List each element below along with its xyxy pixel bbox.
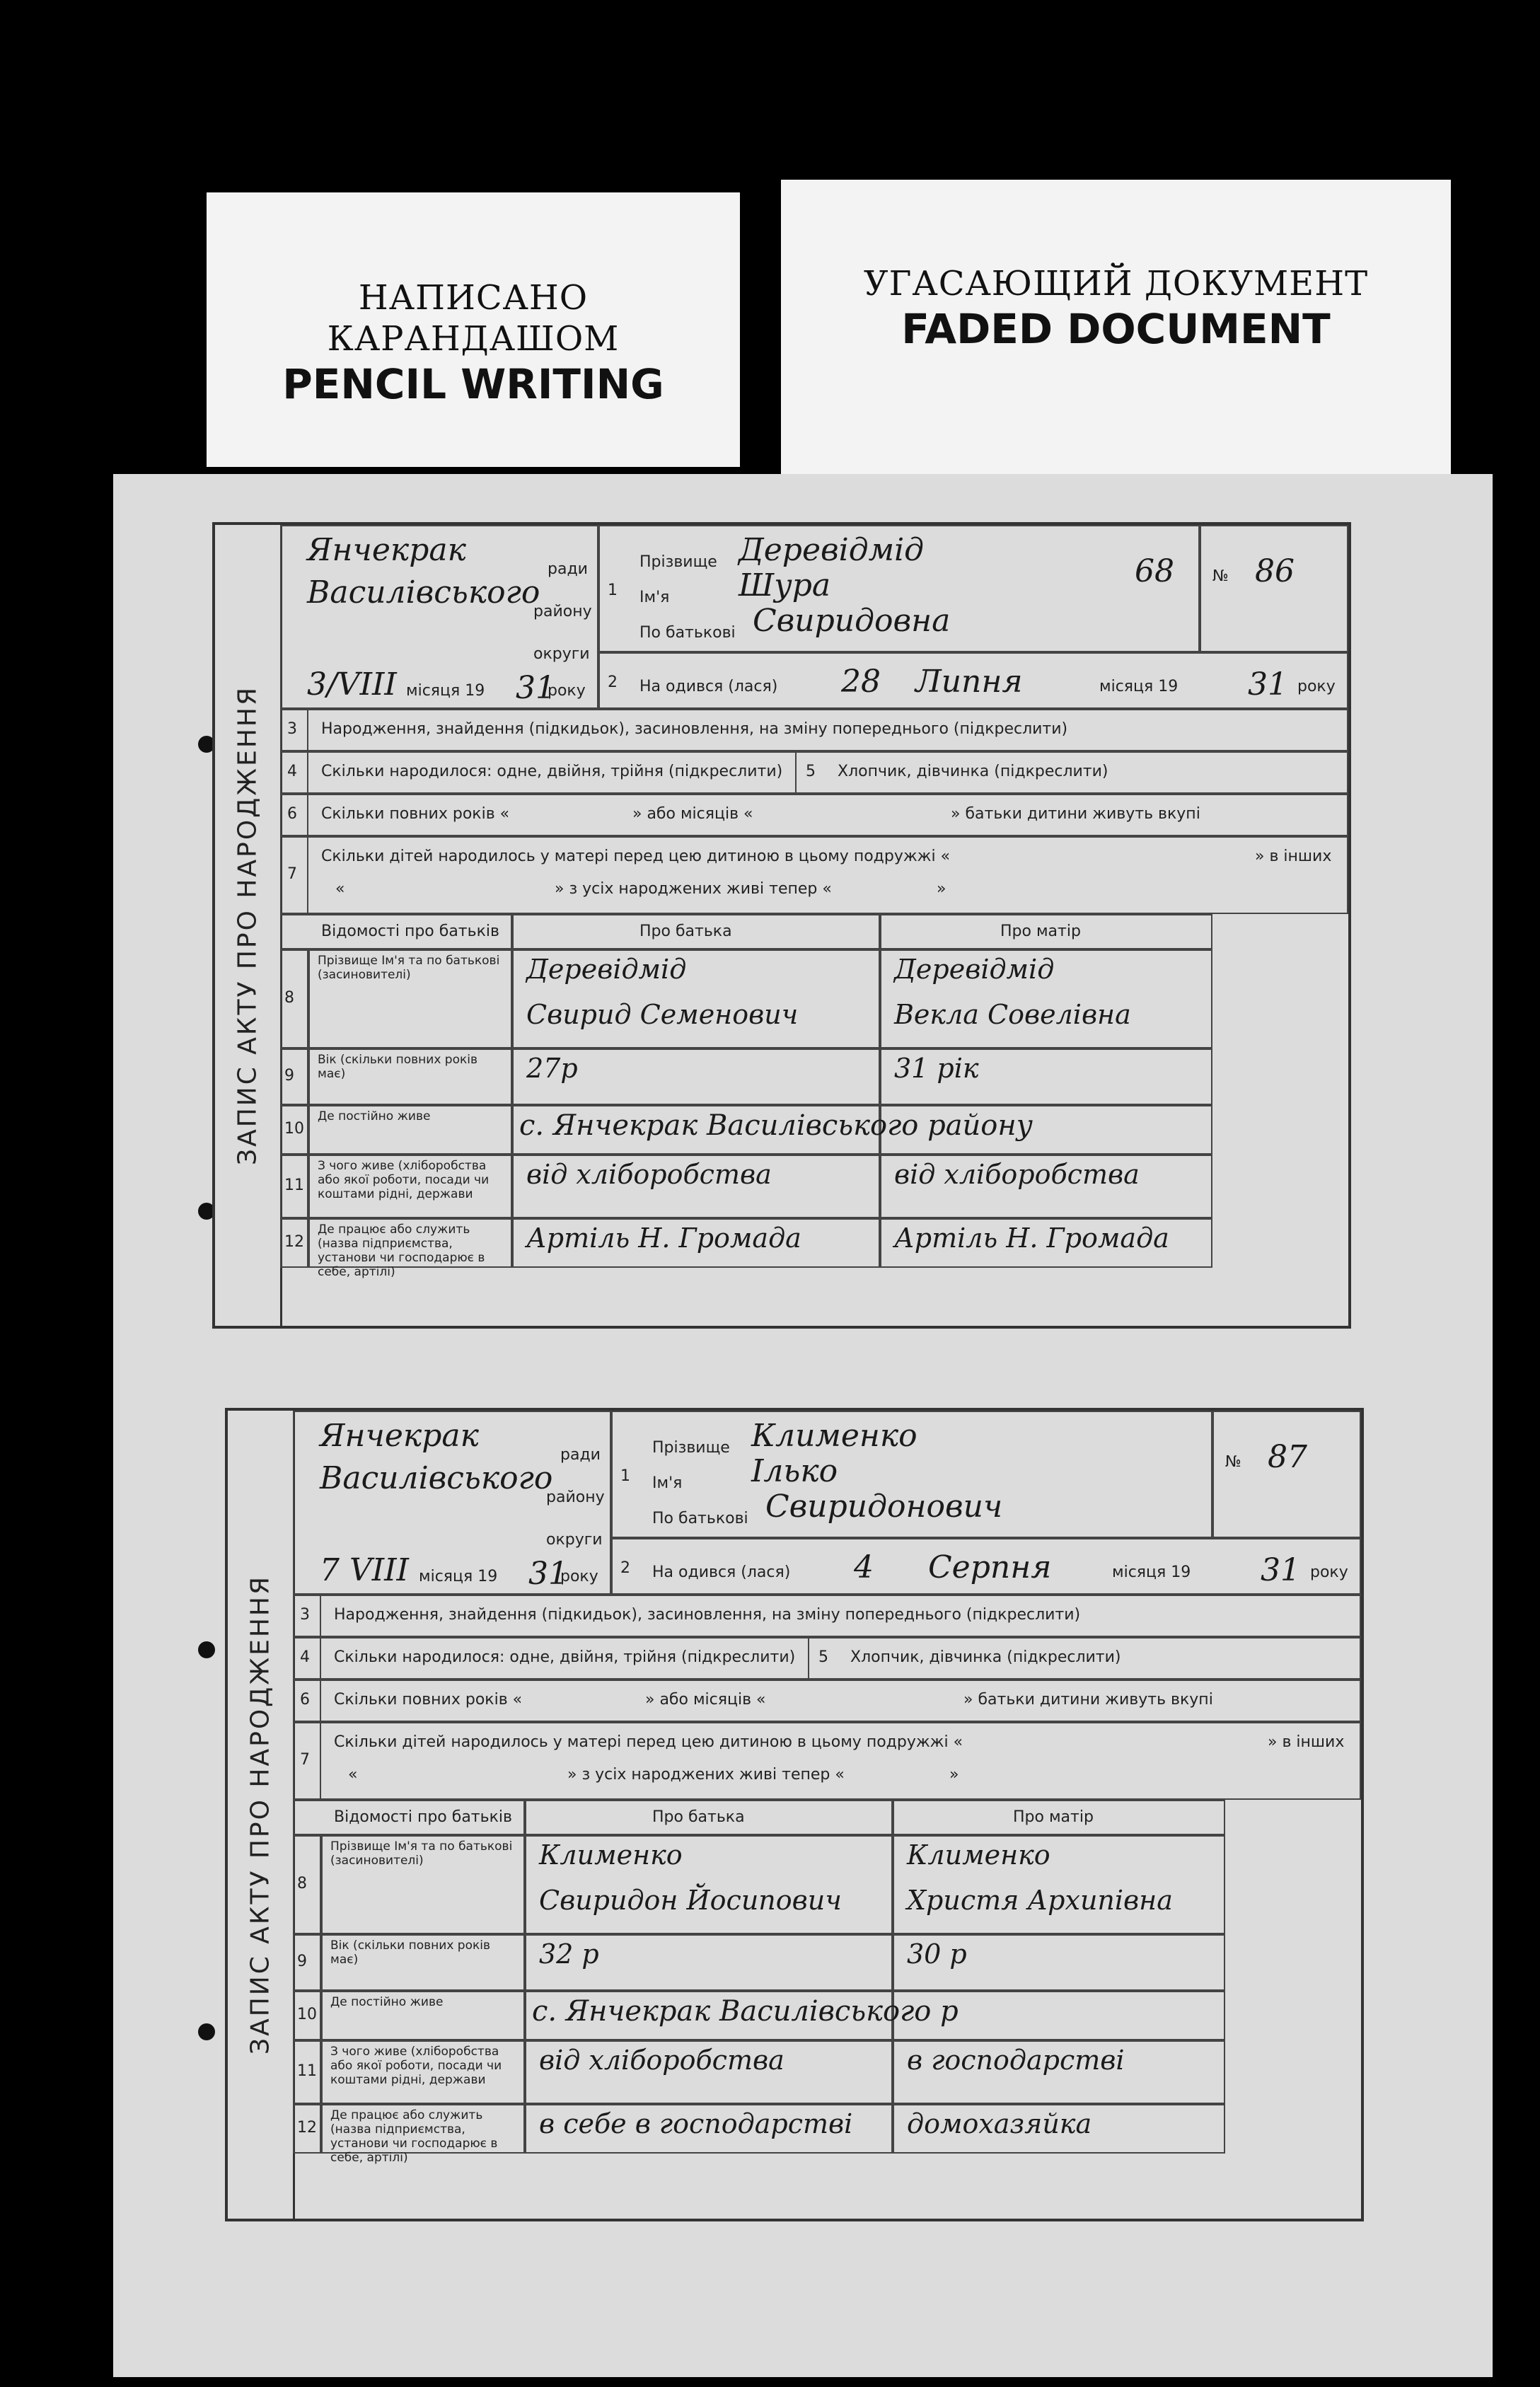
row7-label-b: » в інших (1255, 848, 1332, 865)
patronymic-value: Свиридовна (753, 603, 951, 639)
parents-header: Відомості про батьків (334, 1808, 512, 1826)
name-value: Ілько (751, 1453, 838, 1489)
punch-hole (198, 2023, 215, 2040)
pencil-writing-label (207, 192, 740, 467)
row8-label: Прізвище Ім'я та по батькові (засиновителі) (330, 1839, 513, 1868)
mother-name-value: Векла Совелівна (894, 999, 1131, 1030)
born-day-value: 4 (854, 1549, 874, 1585)
label-name: Ім'я (639, 589, 670, 606)
row12-label: Де працює або служить (назва підприємства, установи чи господарює в себе, артілі) (330, 2108, 498, 2165)
row9-label: Вік (скільки повних років має) (318, 1053, 477, 1081)
row-number: 12 (297, 2119, 317, 2137)
father-header: Про батька (639, 923, 732, 940)
father-father_work-value: в себе в господарстві (539, 2108, 853, 2139)
faded-label-ru: УГАСАЮЩИЙ ДОКУМЕНТ (863, 264, 1369, 304)
row-number: 5 (806, 763, 816, 780)
row10-label: Де постійно живе (318, 1109, 431, 1123)
row-number: 4 (287, 763, 297, 780)
row-number: 8 (297, 1875, 307, 1892)
pencil-label-ru1: НАПИСАНО (358, 278, 589, 318)
label-raion: району (546, 1489, 605, 1506)
label-okruha: округи (546, 1531, 603, 1549)
row7-label-b: » в інших (1268, 1733, 1345, 1751)
row-number: 8 (284, 989, 294, 1007)
surname-value: Деревідмід (739, 532, 925, 568)
birth-record (212, 522, 1351, 1329)
surname-value: Клименко (751, 1418, 917, 1454)
side-caption: ЗАПИС АКТУ ПРО НАРОДЖЕННЯ (233, 686, 262, 1165)
row6-label-b: » або місяців « (645, 1691, 766, 1709)
row-number: 6 (287, 805, 297, 823)
row7-label-d: » з усіх народжених живі тепер « (567, 1766, 845, 1784)
row7-label-c: « (335, 880, 345, 898)
born-month-value: Серпня (928, 1549, 1052, 1585)
row-number: 1 (620, 1467, 630, 1485)
side-caption-column (215, 525, 282, 1326)
row7-label-a: Скільки дітей народилось у матері перед цею дитиною в цьому подружжі « (321, 848, 951, 865)
year-value: 31 (528, 1556, 568, 1592)
row-number: 7 (287, 865, 297, 883)
number-value: 87 (1268, 1439, 1307, 1475)
mother-mother_living-value: від хліборобства (894, 1159, 1140, 1190)
row11-label: З чого живе (хліборобства або якої роботи, посади чи коштами рідні, держави (330, 2045, 502, 2087)
parents-header: Відомості про батьків (321, 923, 499, 940)
row-number: 5 (818, 1648, 828, 1666)
label-rada: ради (560, 1446, 601, 1464)
row6-label-a: Скільки повних років « (334, 1691, 523, 1709)
label-born: На одився (лася) (652, 1564, 791, 1581)
label-name: Ім'я (652, 1474, 683, 1492)
row-number: 1 (608, 582, 618, 599)
label-year: року (1310, 1564, 1348, 1581)
row8-label: Прізвище Ім'я та по батькові (засиновителі) (318, 954, 500, 982)
row7-label-d: » з усіх народжених живі тепер « (555, 880, 832, 898)
row7-label-c: « (348, 1766, 358, 1784)
born-month-value: Липня (915, 664, 1023, 700)
label-year: року (548, 682, 586, 700)
row-number: 10 (284, 1120, 304, 1138)
row-number: 11 (297, 2062, 317, 2080)
label-number: № (1212, 567, 1229, 585)
mother-mother_age-value: 31 рік (894, 1053, 979, 1084)
row4-label: Скільки народилося: одне, двійня, трійня (підкреслити) (334, 1648, 796, 1666)
label-year: року (560, 1568, 598, 1585)
father-father_surname-value: Клименко (539, 1839, 683, 1871)
pencil-label-en: PENCIL WRITING (282, 360, 664, 408)
mother-header: Про матір (1000, 923, 1081, 940)
mother-mother_age-value: 30 р (907, 1938, 967, 1970)
side-caption: ЗАПИС АКТУ ПРО НАРОДЖЕННЯ (245, 1575, 275, 2054)
row12-label: Де працює або служить (назва підприємства, установи чи господарює в себе, артілі) (318, 1223, 485, 1279)
row-number: 7 (300, 1751, 310, 1769)
row-number: 3 (287, 720, 297, 738)
label-patronymic: По батькові (639, 624, 736, 642)
label-month: місяця 19 (406, 682, 485, 700)
row6-label-c: » батьки дитини живуть вкупі (951, 805, 1200, 823)
residence-value: с. Янчекрак Василівського району (519, 1109, 1033, 1142)
label-surname: Прізвище (639, 553, 717, 571)
pencil-label-ru2: КАРАНДАШОМ (327, 319, 620, 359)
mother-mother_work-value: Артіль Н. Громада (894, 1223, 1169, 1254)
label-year: року (1297, 678, 1336, 695)
mother-mother_living-value: в господарстві (907, 2045, 1125, 2076)
born-year-value: 31 (1261, 1552, 1300, 1588)
mother-header: Про матір (1013, 1808, 1094, 1826)
row4-label: Скільки народилося: одне, двійня, трійня (підкреслити) (321, 763, 783, 780)
father-father_work-value: Артіль Н. Громада (526, 1223, 801, 1254)
father-father_living-value: від хліборобства (539, 2045, 785, 2076)
row-number: 11 (284, 1177, 304, 1194)
label-okruha: округи (533, 645, 590, 663)
father-name-value: Свирид Семенович (526, 999, 799, 1030)
row5-label: Хлопчик, дівчинка (підкреслити) (850, 1648, 1121, 1666)
row3-label: Народження, знайдення (підкидьок), засиновлення, на зміну попереднього (підкреслити) (321, 720, 1068, 738)
row-number: 12 (284, 1233, 304, 1251)
label-born: На одився (лася) (639, 678, 778, 695)
row-number: 10 (297, 2006, 317, 2023)
faded-document-label (781, 180, 1451, 495)
row7-label-e: » (937, 880, 946, 898)
row-number: 9 (284, 1067, 294, 1085)
label-raion: району (533, 603, 592, 620)
birth-record (225, 1408, 1364, 2221)
label-surname: Прізвище (652, 1439, 730, 1457)
father-header: Про батька (652, 1808, 745, 1826)
rada-value: Янчекрак (320, 1418, 479, 1454)
row6-label-b: » або місяців « (632, 805, 753, 823)
year-value: 31 (516, 670, 555, 706)
raion-value: Василівського (307, 574, 540, 611)
row-number: 2 (608, 674, 618, 691)
patronymic-value: Свиридонович (765, 1489, 1003, 1525)
residence-value: с. Янчекрак Василівського р (532, 1995, 959, 2028)
row7-label-a: Скільки дітей народилось у матері перед цею дитиною в цьому подружжі « (334, 1733, 963, 1751)
row6-label-a: Скільки повних років « (321, 805, 510, 823)
date-value: 3/VIII (307, 666, 397, 703)
label-rada: ради (548, 560, 588, 578)
extra-number-value: 68 (1135, 553, 1174, 589)
row10-label: Де постійно живе (330, 1995, 444, 2009)
raion-value: Василівського (320, 1460, 553, 1496)
rada-value: Янчекрак (307, 532, 466, 568)
row3-label: Народження, знайдення (підкидьок), засиновлення, на зміну попереднього (підкреслити) (334, 1606, 1081, 1624)
label-month: місяця 19 (1112, 1564, 1191, 1581)
father-father_living-value: від хліборобства (526, 1159, 772, 1190)
punch-hole (198, 1641, 215, 1658)
row-number: 9 (297, 1953, 307, 1970)
row-number: 6 (300, 1691, 310, 1709)
label-number: № (1225, 1453, 1241, 1471)
born-year-value: 31 (1248, 666, 1287, 703)
row-number: 2 (620, 1559, 630, 1577)
row9-label: Вік (скільки повних років має) (330, 1938, 490, 1967)
faded-label-en: FADED DOCUMENT (901, 305, 1331, 353)
date-value: 7 VIII (320, 1552, 409, 1588)
father-father_age-value: 27р (526, 1053, 578, 1084)
row-number: 3 (300, 1606, 310, 1624)
father-father_age-value: 32 р (539, 1938, 599, 1970)
born-day-value: 28 (841, 664, 881, 700)
side-caption-column (228, 1411, 295, 2219)
row-number: 4 (300, 1648, 310, 1666)
name-value: Шура (739, 567, 831, 603)
label-patronymic: По батькові (652, 1510, 748, 1527)
father-father_surname-value: Деревідмід (526, 954, 687, 985)
label-month: місяця 19 (419, 1568, 498, 1585)
father-name-value: Свиридон Йосипович (539, 1885, 842, 1916)
mother-name-value: Христя Архипівна (907, 1885, 1173, 1916)
number-value: 86 (1255, 553, 1295, 589)
row5-label: Хлопчик, дівчинка (підкреслити) (838, 763, 1108, 780)
mother-mother_work-value: домохазяйка (907, 2108, 1092, 2139)
mother-mother_surname-value: Клименко (907, 1839, 1050, 1871)
row7-label-e: » (949, 1766, 959, 1784)
label-month: місяця 19 (1099, 678, 1179, 695)
row11-label: З чого живе (хліборобства або якої роботи, посади чи коштами рідні, держави (318, 1159, 490, 1201)
row6-label-c: » батьки дитини живуть вкупі (963, 1691, 1213, 1709)
mother-mother_surname-value: Деревідмід (894, 954, 1055, 985)
